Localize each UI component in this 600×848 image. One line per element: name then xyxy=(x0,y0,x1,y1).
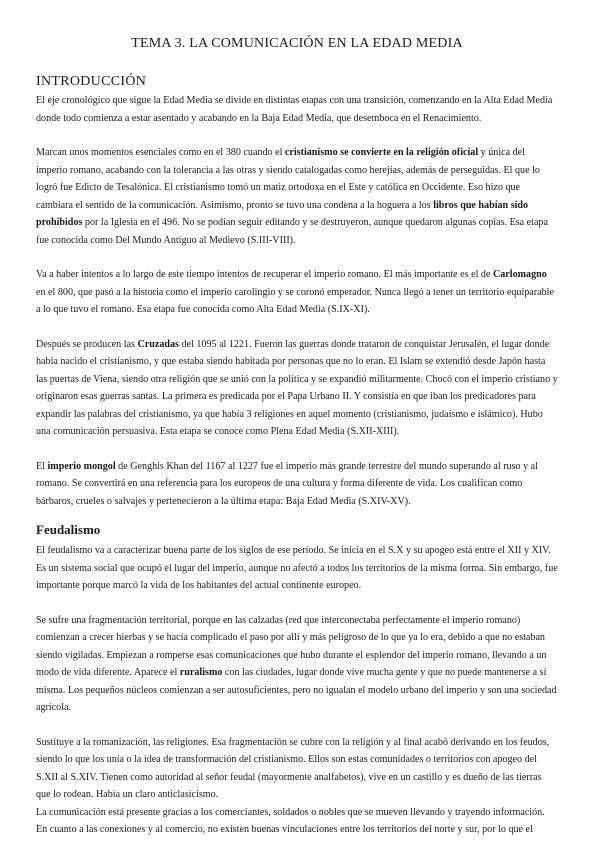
text-run: de Genghis Khan del 1167 al 1227 fue el imperio más grande terrestre del mundo superando al ruso y al romano. Se convertirá en una referencia para los europeos de una cultura y forma diferente de vida. Los cualifican como bárbaros, crueles o salvajes y pertenecieron a la última etapa: Baja Edad Media (S.XIV-XV). xyxy=(36,460,538,507)
bold-phrase: imperio mongol xyxy=(47,460,116,472)
text-run: Se sufre una fragmentación territorial, porque en las calzadas (red que interconectaba perfectamente el imperio romano) comienzan a crecer hierbas y se hacía complicado el paso por allí y más peligroso de lo que ya lo era, debido a que no estaban siendo vigiladas. Empiezan a romperse esas comunicaciones que hubo durante el esplendor del imperio romano, llevando a un modo de vida diferente. Aparece el xyxy=(36,614,547,678)
paragraph-3 xyxy=(36,266,558,319)
paragraph-9: La comunicación está presente gracias a los comerciantes, soldados o nobles que se mueven llevando y trayendo información. En cuanto a las conexiones y al comercio, no existen buenas vinculaciones entre los territorios del norte y sur, por lo que el xyxy=(36,806,545,835)
text-run: y única del imperio romano, acabando con la tolerancia a las otras y siendo catalogadas como herejías, además de perseguidas. El que lo logró fue Edicto de Tesalónica. El cristianismo tomó un matiz ortodoxa en el Este y católica en Occidente. Eso hizo que cambiara el sentido de la comunicación. Asimismo, pronto se tuvo una condena a la hoguera a los xyxy=(36,147,540,211)
paragraph-6: El feudalismo va a caracterizar buena parte de los siglos de ese período. Se inicia en el S.X y su apogeo está entre el XII y XIV. Es un sistema social que ocupó el lugar del imperio, aunque no afectó a todos los territorios de la misma forma. Sin embargo, fue importante porque marcó la vida de los habitantes del actual continente europeo. xyxy=(36,545,558,591)
bold-phrase: ruralismo xyxy=(179,667,223,678)
text-run: Después se producen las xyxy=(36,338,138,350)
paragraph-2 xyxy=(36,144,558,249)
bold-phrase: Cruzadas xyxy=(137,338,179,350)
text-run: El xyxy=(36,460,48,472)
text-run: Marcan unos momentos esenciales como en el 380 cuando el xyxy=(36,147,285,158)
bold-phrase: cristianismo se convierte en la religión oficial xyxy=(284,147,479,158)
text-run: por la Iglesia en el 496. No se podían seguir editando y se destruyeron, aunque quedaron algunas copias. Esa etapa fue conocida como Del Mundo Antiguo al Medievo (S.III-VIII). xyxy=(36,217,548,246)
paragraph-4 xyxy=(36,336,558,441)
paragraph-7 xyxy=(36,612,558,717)
section-heading-feudalismo: Feudalismo xyxy=(36,522,101,537)
text-run: con las ciudades, lugar donde vive mucha gente y que no puede mantenerse a sí misma. Los pequeños núcleos comienzan a ser autosuficientes, pero no igualan el modelo urbano del imperio y son una sociedad agrícola. xyxy=(36,667,557,713)
text-run: en el 800, que pasó a la historia como el imperio carolingio y se coronó emperador. Nunca llegó a tener un territorio equiparable a lo que tuvo el romano. Esa etapa fue conocida como Alta Edad Media (S.IX-XI). xyxy=(36,286,554,315)
text-run: del 1095 al 1221. Fueron las guerras donde trataron de conquistar Jerusalén, el lugar donde había nacido el cristianismo, y que estaba siendo habitada por personas que no lo eran. El Islam se extendió desde Japón hasta las puertas de Viena, siendo otra religión que se unió con la política y se expandió militarmente. Chocó con el imperio cristiano y originaron esas guerras santas. La primera es predicada por el Papa Urbano II. Y consistía en que iban los predicadores para expandir las palabras del cristianismo, ya que había 3 religiones en aquel momento (cristianismo, judaísmo e islámico). Hubo una comunicación persuasiva. Esta etapa se conoce como Plena Edad Media (S.XII-XIII). xyxy=(36,338,558,437)
bold-phrase: libros que habían sido prohibidos xyxy=(36,199,529,228)
document-title: TEMA 3. LA COMUNICACIÓN EN LA EDAD MEDIA xyxy=(131,36,463,51)
bold-phrase: Carlomagno xyxy=(492,269,547,280)
paragraph-5 xyxy=(36,458,558,511)
section-heading-introduccion: INTRODUCCIÓN xyxy=(36,74,147,89)
text-run: Va a haber intentos a lo largo de este tiempo intentos de recuperar el imperio romano. El más importante es el de xyxy=(36,269,493,280)
paragraph-1: El eje cronológico que sigue la Edad Media se divide en distintas etapas con una transición, comenzando en la Alta Edad Media donde todo comienza a estar asentado y acabando en la Baja Edad Media, que desemboca en el Renacimiento. xyxy=(36,95,553,124)
paragraph-8: Sustituye a la romanización, las religiones. Esa fragmentación se cubre con la religión y al final acabó derivando en los feudos, siendo lo que los unía o la idea de transformación del cristianismo. Ellos son estas comunidades o territorios con apogeo del S.XII al S.XIV. Tienen como autoridad al señor feudal (mayormente analfabetos), vive en un castillo y es dueño de las tierras que lo rodean. Había un claro anticlasicismo. xyxy=(36,736,550,800)
